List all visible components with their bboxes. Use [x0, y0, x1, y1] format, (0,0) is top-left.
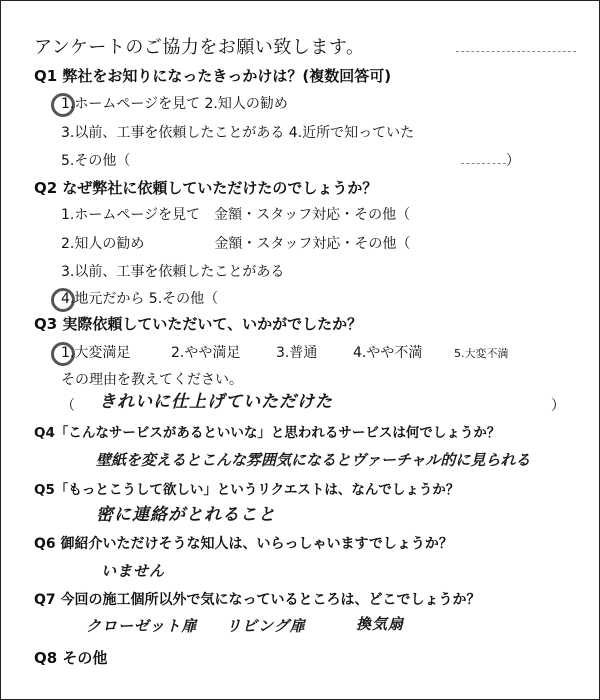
- q1-question: Q1 弊社をお知りになったきっかけは？(複数回答可): [34, 67, 392, 85]
- q1-options-line1: 1.ホームページを見て 2.知人の勧め: [61, 96, 288, 112]
- q4-question: Q4「こんなサービスがあるといいな」と思われるサービスは何でしょうか？: [34, 425, 501, 441]
- q1-options-line2: 3.以前、工事を依頼したことがある 4.近所で知っていた: [61, 125, 415, 141]
- q2-options-line1: 1.ホームページを見て 金額・スタッフ対応・その他（: [61, 207, 411, 223]
- q1-options-line3: 5.その他（: [61, 153, 131, 169]
- q3-option-4: 4.やや不満: [353, 345, 423, 361]
- q3-option-5: 5.大変不満: [454, 347, 509, 360]
- q5-handwritten-answer: 密に連絡がとれること: [96, 505, 276, 525]
- q1-other-blank: [461, 163, 506, 164]
- scan-mark: [456, 51, 576, 52]
- q3-paren-close: ）: [551, 398, 565, 414]
- q3-option-3: 3.普通: [276, 345, 318, 361]
- q7-handwritten-answer-1: クローゼット扉: [86, 617, 198, 635]
- q7-handwritten-answer-3: 換気扇: [356, 615, 405, 633]
- q1-paren-close: ）: [506, 153, 520, 169]
- q2-options-line2: 2.知人の勧め 金額・スタッフ対応・その他（: [61, 236, 411, 252]
- q2-options-line3: 3.以前、工事を依頼したことがある: [61, 264, 285, 280]
- q5-question: Q5「もっとこうして欲しい」というリクエストは、なんでしょうか？: [34, 482, 460, 498]
- q6-question: Q6 御紹介いただけそうな知人は、いらっしゃいますでしょうか？: [34, 536, 453, 552]
- q6-handwritten-answer: いません: [101, 562, 166, 580]
- q3-option-2: 2.やや満足: [171, 345, 241, 361]
- q3-option-1: 1.大変満足: [61, 345, 131, 361]
- q7-question: Q7 今回の施工個所以外で気になっているところは、どこでしょうか？: [34, 592, 481, 608]
- q2-question: Q2 なぜ弊社に依頼していただけたのでしょうか？: [34, 179, 378, 197]
- q3-paren-open: （: [61, 398, 75, 414]
- q4-handwritten-answer: 壁紙を変えるとこんな雰囲気になるとヴァーチャル的に見られる: [96, 451, 531, 469]
- q2-options-line4: 4.地元だから 5.その他（: [61, 291, 219, 307]
- q3-handwritten-answer: きれいに仕上げていただけた: [99, 392, 333, 412]
- q3-reason-prompt: その理由を教えてください。: [61, 372, 243, 388]
- survey-title: アンケートのご協力をお願い致します。: [34, 37, 365, 58]
- q8-question: Q8 その他: [34, 649, 108, 667]
- q7-handwritten-answer-2: リビング扉: [226, 617, 306, 635]
- q3-question: Q3 実際依頼していただいて、いかがでしたか？: [34, 315, 363, 333]
